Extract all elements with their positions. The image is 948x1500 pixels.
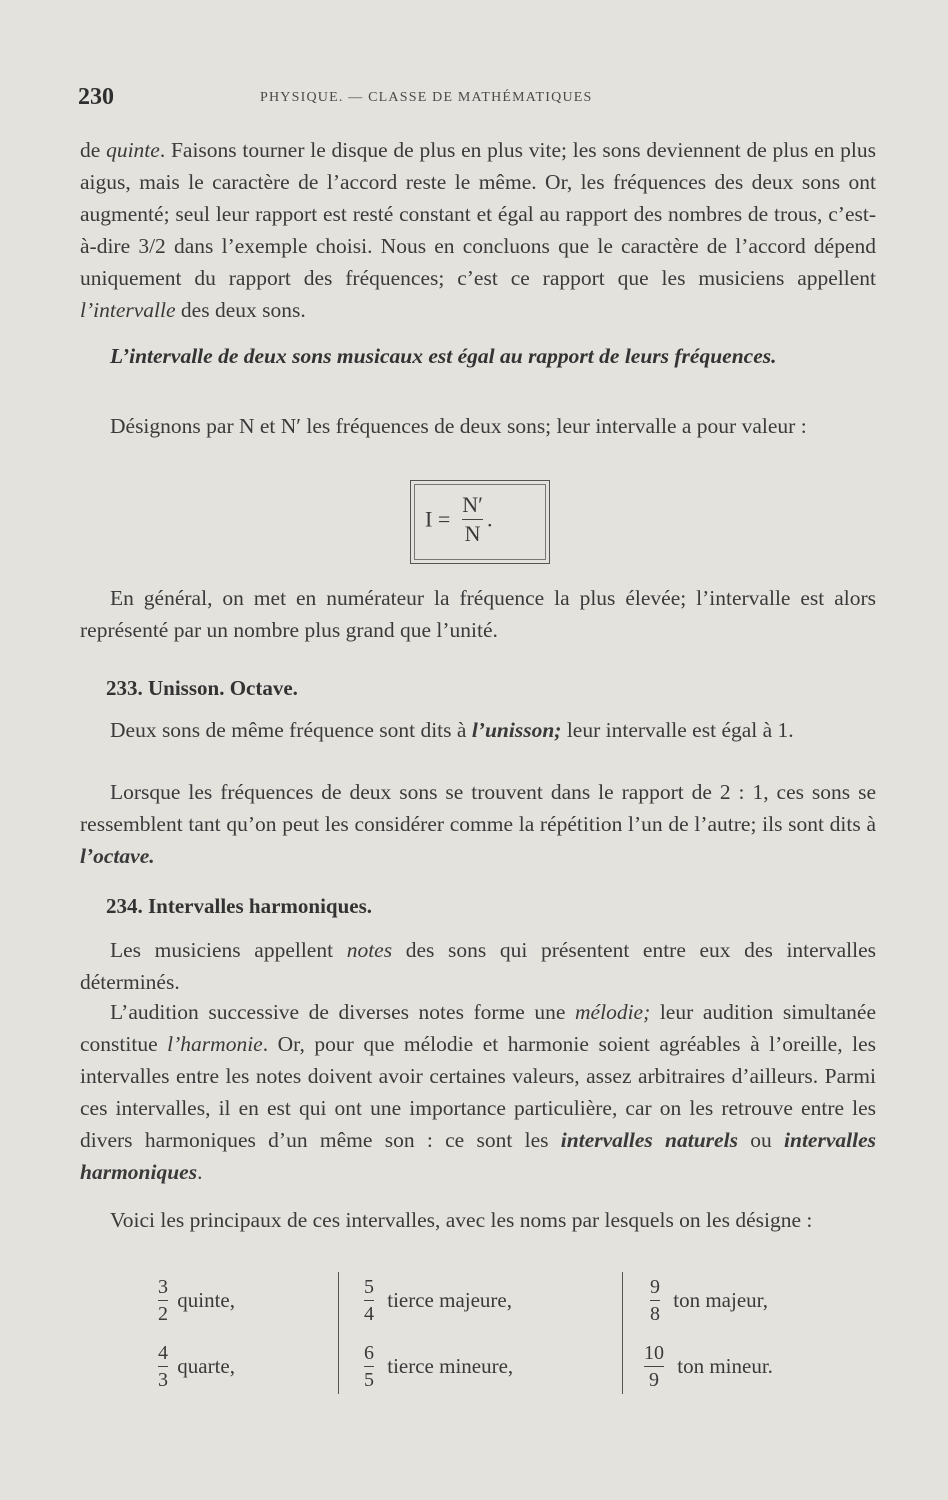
term-unisson: l’unisson; xyxy=(471,718,562,742)
ratio-numerator: 6 xyxy=(364,1342,374,1364)
ratio-numerator: 10 xyxy=(644,1342,664,1364)
interval-entry xyxy=(650,1276,768,1325)
interval-entry xyxy=(644,1342,773,1391)
text: Deux sons de même fréquence sont dits à xyxy=(110,718,472,742)
ratio-denominator: 2 xyxy=(158,1303,168,1325)
ratio-denominator: 8 xyxy=(650,1303,660,1325)
law-statement: L’intervalle de deux sons musicaux est égal au rapport de leurs fréquences. xyxy=(110,344,777,368)
interval-entry xyxy=(158,1342,235,1391)
text: Les musiciens appellent xyxy=(110,938,347,962)
interval-ratio xyxy=(364,1276,374,1325)
text: Lorsque les fréquences de deux sons se trouvent dans le rapport de 2 : 1, ces sons se ressemblent tant qu’on peut les considérer comme la répétition l’un de l’autre; ils sont dits à xyxy=(80,780,876,836)
term-octave: l’octave. xyxy=(80,844,155,868)
ratio-numerator: 4 xyxy=(158,1342,168,1364)
section-233-title: 233. Unisson. Octave. xyxy=(106,676,298,700)
interval-ratio xyxy=(158,1276,168,1325)
fraction-bar xyxy=(158,1300,168,1301)
interval-entry xyxy=(158,1276,235,1325)
text: . Faisons tourner le disque de plus en plus vite; les sons deviennent de plus en plus aigus, mais le caractère de l’accord reste le même. Or, les fréquences des deux sons ont augmenté; seul leur rapport est resté constant et égal au rapport des nombres de trous, c’est-à-dire 3/2 dans l’exemple choisi. Nous en concluons que le caractère de l’accord dépend uniquement du rapport des fréquences; c’est ce rapport que les musiciens appellent xyxy=(80,138,876,290)
term-intervalles-naturels: intervalles naturels xyxy=(560,1128,738,1152)
interval-ratio xyxy=(158,1342,168,1391)
term-intervalle: l’intervalle xyxy=(80,298,176,322)
interval-ratio xyxy=(364,1342,374,1391)
text: ou xyxy=(737,1128,785,1152)
term-notes: notes xyxy=(346,938,393,962)
term-harmonie: l’harmonie xyxy=(167,1032,263,1056)
ratio-denominator: 9 xyxy=(649,1369,659,1391)
fraction-bar xyxy=(364,1366,374,1367)
paragraph-voici: Voici les principaux de ces intervalles, avec les noms par lesquels on les désigne : xyxy=(110,1208,813,1232)
text: L’audition successive de diverses notes forme une xyxy=(110,1000,576,1024)
column-separator xyxy=(338,1272,339,1394)
text: des deux sons. xyxy=(175,298,306,322)
formula-lhs: I = xyxy=(425,506,451,532)
ratio-numerator: 9 xyxy=(650,1276,660,1298)
formula-denominator: N xyxy=(464,521,481,546)
section-234-title: 234. Intervalles harmoniques. xyxy=(106,894,373,918)
ratio-denominator: 4 xyxy=(364,1303,374,1325)
interval-entry xyxy=(364,1342,513,1391)
column-separator xyxy=(622,1272,623,1394)
term-intervalles-harmoniques: intervalles harmoniques xyxy=(80,1128,876,1184)
text: . Or, pour que mélodie et harmonie soient agréables à l’oreille, les intervalles entre les notes doivent avoir certaines valeurs, assez arbitraires d’ailleurs. Parmi ces intervalles, il en est qui ont une importance particulière, car on les retrouve entre les divers harmoniques d’un même son : ce sont les xyxy=(80,1032,877,1152)
interval-ratio xyxy=(650,1276,660,1325)
text: leur intervalle est égal à 1. xyxy=(561,718,794,742)
formula-numerator: N′ xyxy=(462,492,483,517)
text: des sons qui présentent entre eux des intervalles déterminés. xyxy=(80,938,876,994)
interval-entry xyxy=(364,1276,512,1325)
paragraph-general: En général, on met en numérateur la fréquence la plus élevée; l’intervalle est alors représenté par un nombre plus grand que l’unité. xyxy=(80,586,876,642)
ratio-numerator: 3 xyxy=(158,1276,168,1298)
interval-name: tierce mineure, xyxy=(387,1354,514,1378)
interval-name: quinte, xyxy=(177,1288,235,1312)
interval-name: tierce majeure, xyxy=(387,1288,512,1312)
fraction-bar xyxy=(644,1366,664,1367)
fraction-bar xyxy=(364,1300,374,1301)
text: de xyxy=(80,138,107,162)
running-title: PHYSIQUE. — CLASSE DE MATHÉMATIQUES xyxy=(260,90,593,105)
formula-end: . xyxy=(486,506,493,532)
term-quinte: quinte xyxy=(106,138,160,162)
term-melodie: mélodie; xyxy=(575,1000,651,1024)
interval-name: ton mineur. xyxy=(677,1354,773,1378)
ratio-denominator: 5 xyxy=(364,1369,374,1391)
interval-name: ton majeur, xyxy=(673,1288,769,1312)
fraction-bar xyxy=(650,1300,660,1301)
page-number: 230 xyxy=(78,84,114,110)
interval-ratio xyxy=(644,1342,664,1391)
ratio-denominator: 3 xyxy=(158,1369,168,1391)
ratio-numerator: 5 xyxy=(364,1276,374,1298)
interval-name: quarte, xyxy=(177,1354,235,1378)
text: . xyxy=(197,1160,203,1184)
text: leur audition simultanée constitue xyxy=(80,1000,876,1056)
paragraph-designation: Désignons par N et N′ les fréquences de deux sons; leur intervalle a pour valeur : xyxy=(110,414,807,438)
fraction-bar xyxy=(158,1366,168,1367)
